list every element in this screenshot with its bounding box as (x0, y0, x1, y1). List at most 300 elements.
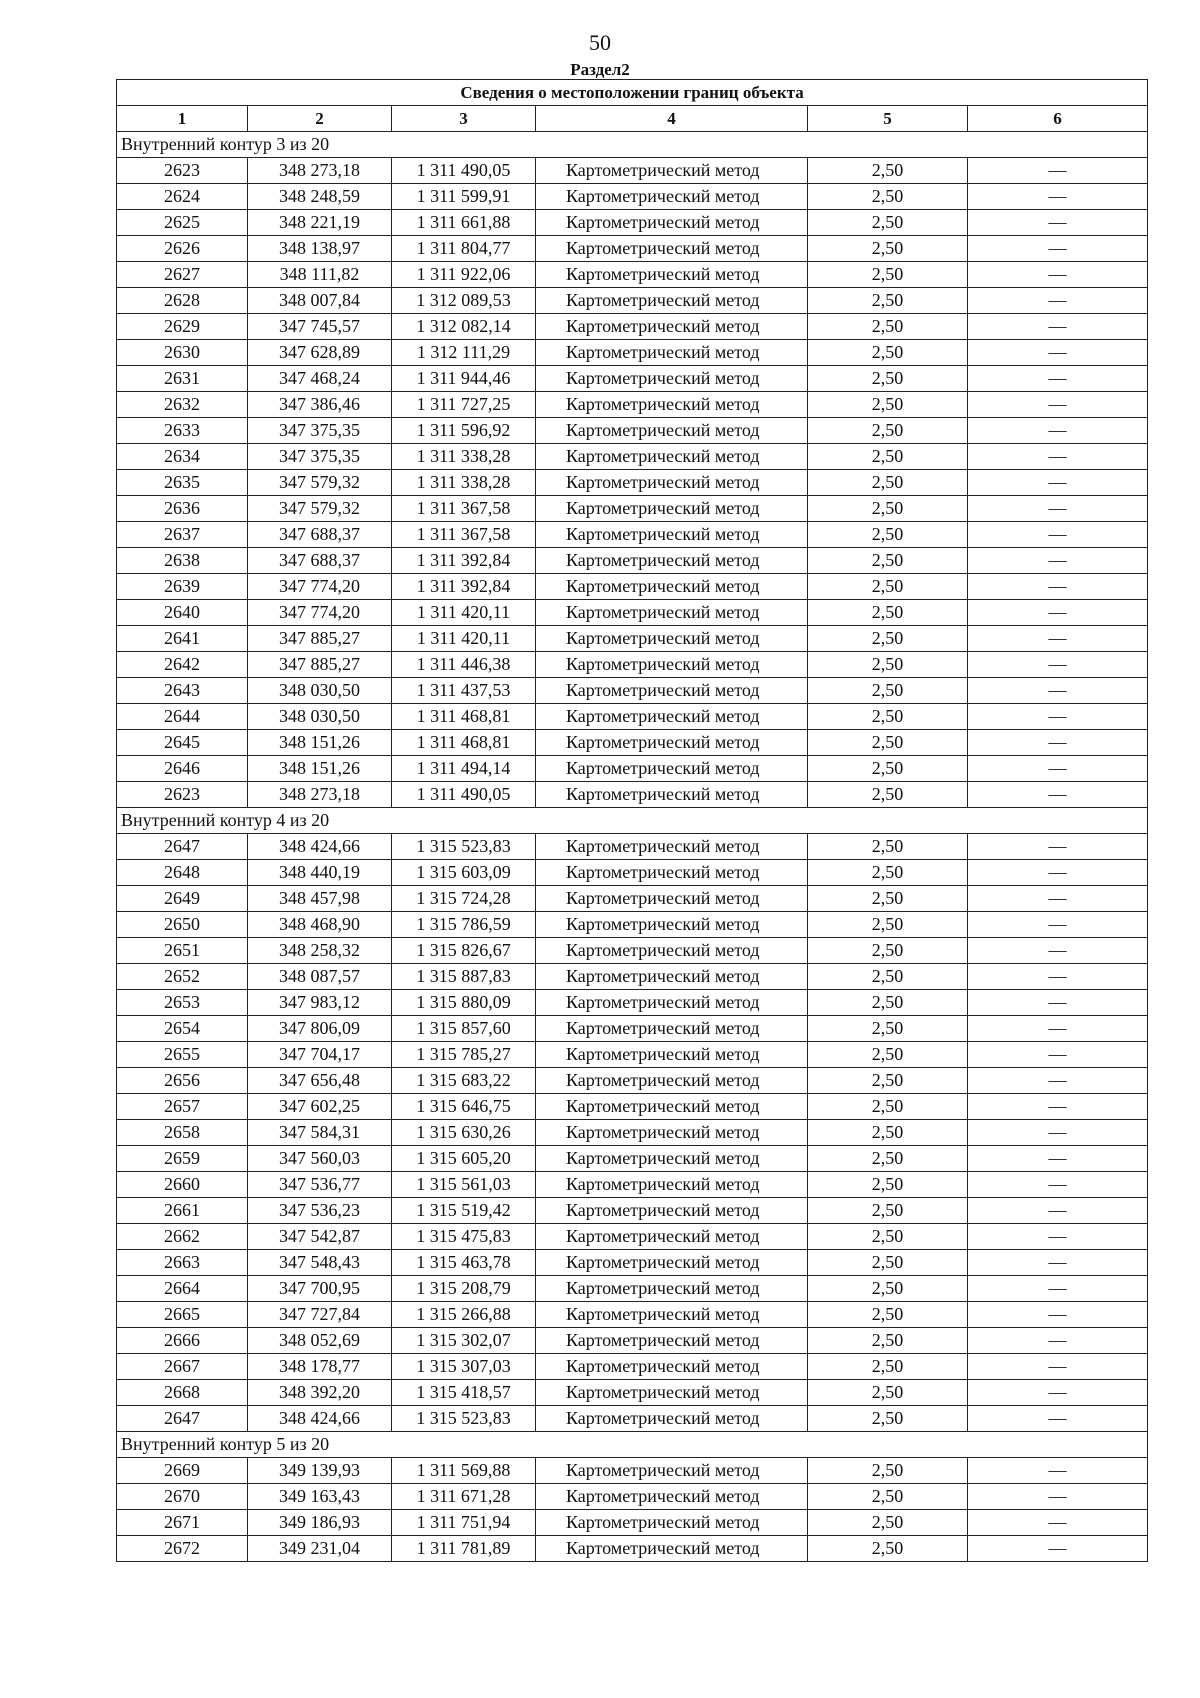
table-cell: 1 311 446,38 (392, 652, 536, 678)
table-row (117, 1328, 1148, 1354)
table-cell: 2,50 (808, 574, 968, 600)
table-cell: 2639 (117, 574, 248, 600)
table-row (117, 626, 1148, 652)
table-row (117, 1172, 1148, 1198)
table-cell: 2,50 (808, 626, 968, 652)
table-cell: Картометрический метод (536, 1536, 808, 1562)
table-cell: 347 375,35 (248, 444, 392, 470)
table-cell: 2668 (117, 1380, 248, 1406)
table-cell: Картометрический метод (536, 1094, 808, 1120)
table-row (117, 678, 1148, 704)
table-cell: — (968, 1120, 1148, 1146)
table-cell: 348 007,84 (248, 288, 392, 314)
table-cell: Картометрический метод (536, 1406, 808, 1432)
table-cell: 347 656,48 (248, 1068, 392, 1094)
table-cell: 2,50 (808, 1146, 968, 1172)
table-cell: 2672 (117, 1536, 248, 1562)
table-row (117, 1016, 1148, 1042)
table-cell: 2646 (117, 756, 248, 782)
table-cell: 2,50 (808, 236, 968, 262)
table-cell: 347 774,20 (248, 600, 392, 626)
table-row (117, 184, 1148, 210)
table-row (117, 730, 1148, 756)
table-cell: — (968, 340, 1148, 366)
table-cell: 2,50 (808, 288, 968, 314)
table-cell: 2626 (117, 236, 248, 262)
table-cell: 2641 (117, 626, 248, 652)
table-cell: 2,50 (808, 1172, 968, 1198)
table-cell: 349 231,04 (248, 1536, 392, 1562)
table-cell: 2,50 (808, 860, 968, 886)
table-cell: 2,50 (808, 1484, 968, 1510)
table-cell: 1 315 208,79 (392, 1276, 536, 1302)
table-cell: Картометрический метод (536, 210, 808, 236)
table-cell: — (968, 1250, 1148, 1276)
table-cell: Картометрический метод (536, 1458, 808, 1484)
table-row (117, 548, 1148, 574)
table-cell: Картометрический метод (536, 860, 808, 886)
table-cell: 1 311 490,05 (392, 782, 536, 808)
section-title: Раздел2 (570, 60, 630, 79)
table-cell: Картометрический метод (536, 626, 808, 652)
column-number: 2 (248, 106, 392, 132)
table-cell: — (968, 1276, 1148, 1302)
table-cell: 2,50 (808, 314, 968, 340)
table-cell: Картометрический метод (536, 1068, 808, 1094)
table-cell: Картометрический метод (536, 418, 808, 444)
table-cell: 1 311 661,88 (392, 210, 536, 236)
page-number: 50 (589, 30, 611, 55)
table-cell: 348 273,18 (248, 158, 392, 184)
table-cell: Картометрический метод (536, 1172, 808, 1198)
table-row (117, 1536, 1148, 1562)
table-cell: 347 375,35 (248, 418, 392, 444)
table-cell: 2659 (117, 1146, 248, 1172)
table-cell: 2,50 (808, 938, 968, 964)
table-row (117, 860, 1148, 886)
table-cell: 1 311 490,05 (392, 158, 536, 184)
table-cell: 2,50 (808, 470, 968, 496)
table-cell: 2,50 (808, 1354, 968, 1380)
table-cell: 2625 (117, 210, 248, 236)
table-cell: 2,50 (808, 1536, 968, 1562)
table-cell: 2,50 (808, 444, 968, 470)
table-cell: 2629 (117, 314, 248, 340)
table-cell: 1 311 420,11 (392, 600, 536, 626)
column-number-row (117, 106, 1148, 132)
table-cell: 347 885,27 (248, 626, 392, 652)
column-number: 6 (968, 106, 1148, 132)
table-cell: 347 536,77 (248, 1172, 392, 1198)
table-cell: 1 315 475,83 (392, 1224, 536, 1250)
table-row (117, 782, 1148, 808)
table-cell: — (968, 366, 1148, 392)
table-cell: 2665 (117, 1302, 248, 1328)
table-row (117, 236, 1148, 262)
table-row (117, 444, 1148, 470)
table-cell: Картометрический метод (536, 184, 808, 210)
table-cell: 2647 (117, 834, 248, 860)
table-cell: 2,50 (808, 1224, 968, 1250)
table-cell: — (968, 964, 1148, 990)
table-cell: Картометрический метод (536, 288, 808, 314)
table-cell: 2630 (117, 340, 248, 366)
table-cell: 347 560,03 (248, 1146, 392, 1172)
table-cell: — (968, 1328, 1148, 1354)
table-cell: Картометрический метод (536, 574, 808, 600)
table-cell: Картометрический метод (536, 1146, 808, 1172)
contour-header-row (117, 808, 1148, 834)
table-cell: 2,50 (808, 990, 968, 1016)
table-cell: 2,50 (808, 1120, 968, 1146)
table-row (117, 574, 1148, 600)
table-cell: 2658 (117, 1120, 248, 1146)
table-cell: 347 885,27 (248, 652, 392, 678)
table-cell: 2,50 (808, 392, 968, 418)
table-cell: — (968, 470, 1148, 496)
table-cell: — (968, 1094, 1148, 1120)
table-row (117, 1380, 1148, 1406)
table-cell: 1 315 523,83 (392, 834, 536, 860)
table-cell: 2,50 (808, 886, 968, 912)
table-cell: Картометрический метод (536, 444, 808, 470)
table-row (117, 262, 1148, 288)
table-cell: 2,50 (808, 1302, 968, 1328)
table-cell: Картометрический метод (536, 704, 808, 730)
table-cell: — (968, 1510, 1148, 1536)
table-cell: Картометрический метод (536, 1354, 808, 1380)
table-cell: 1 311 468,81 (392, 730, 536, 756)
table-cell: Картометрический метод (536, 366, 808, 392)
contour-title: Внутренний контур 5 из 20 (117, 1432, 1148, 1458)
table-cell: Картометрический метод (536, 1224, 808, 1250)
table-row (117, 392, 1148, 418)
table-cell: 348 424,66 (248, 834, 392, 860)
table-cell: 2637 (117, 522, 248, 548)
table-cell: 2,50 (808, 1016, 968, 1042)
table-cell: Картометрический метод (536, 990, 808, 1016)
table-cell: Картометрический метод (536, 1120, 808, 1146)
table-cell: 1 315 683,22 (392, 1068, 536, 1094)
table-cell: 2,50 (808, 366, 968, 392)
table-cell: — (968, 730, 1148, 756)
table-cell: 1 315 463,78 (392, 1250, 536, 1276)
table-row (117, 912, 1148, 938)
table-cell: 349 139,93 (248, 1458, 392, 1484)
table-cell: 2,50 (808, 340, 968, 366)
table-cell: 347 983,12 (248, 990, 392, 1016)
table-cell: 1 311 468,81 (392, 704, 536, 730)
table-cell: — (968, 314, 1148, 340)
table-cell: — (968, 1536, 1148, 1562)
table-cell: 1 311 338,28 (392, 444, 536, 470)
table-cell: 1 311 922,06 (392, 262, 536, 288)
table-cell: 2649 (117, 886, 248, 912)
table-cell: 2,50 (808, 834, 968, 860)
table-cell: 347 579,32 (248, 470, 392, 496)
table-cell: 347 745,57 (248, 314, 392, 340)
table-cell: 2640 (117, 600, 248, 626)
table-cell: 348 258,32 (248, 938, 392, 964)
table-row (117, 496, 1148, 522)
table-cell: 2,50 (808, 184, 968, 210)
table-cell: 347 602,25 (248, 1094, 392, 1120)
table-row (117, 886, 1148, 912)
table-cell: Картометрический метод (536, 496, 808, 522)
table-cell: 2652 (117, 964, 248, 990)
table-cell: Картометрический метод (536, 652, 808, 678)
table-cell: 2,50 (808, 704, 968, 730)
table-cell: 2,50 (808, 1458, 968, 1484)
table-cell: 2631 (117, 366, 248, 392)
table-cell: 1 315 724,28 (392, 886, 536, 912)
table-cell: 1 311 804,77 (392, 236, 536, 262)
table-cell: 2645 (117, 730, 248, 756)
table-cell: 1 315 786,59 (392, 912, 536, 938)
table-cell: 1 315 857,60 (392, 1016, 536, 1042)
table-cell: 347 579,32 (248, 496, 392, 522)
table-cell: 2,50 (808, 678, 968, 704)
table-row (117, 314, 1148, 340)
table-cell: — (968, 1042, 1148, 1068)
table-cell: Картометрический метод (536, 392, 808, 418)
table-cell: 1 311 420,11 (392, 626, 536, 652)
table-cell: 347 542,87 (248, 1224, 392, 1250)
table-cell: — (968, 1172, 1148, 1198)
table-cell: 348 151,26 (248, 756, 392, 782)
table-cell: 2,50 (808, 262, 968, 288)
table-cell: 2660 (117, 1172, 248, 1198)
table-row (117, 756, 1148, 782)
table-cell: Картометрический метод (536, 782, 808, 808)
table-cell: 2,50 (808, 1250, 968, 1276)
table-cell: — (968, 886, 1148, 912)
table-row (117, 366, 1148, 392)
table-cell: — (968, 1146, 1148, 1172)
table-cell: 2,50 (808, 158, 968, 184)
table-cell: 2644 (117, 704, 248, 730)
table-cell: 349 186,93 (248, 1510, 392, 1536)
table-cell: 2661 (117, 1198, 248, 1224)
table-row (117, 990, 1148, 1016)
table-cell: Картометрический метод (536, 1250, 808, 1276)
table-cell: 347 548,43 (248, 1250, 392, 1276)
table-cell: Картометрический метод (536, 756, 808, 782)
table-row (117, 1406, 1148, 1432)
table-cell: Картометрический метод (536, 1302, 808, 1328)
table-cell: — (968, 756, 1148, 782)
table-cell: 1 311 367,58 (392, 496, 536, 522)
table-row (117, 1042, 1148, 1068)
table-cell: 1 311 944,46 (392, 366, 536, 392)
table-cell: 2,50 (808, 418, 968, 444)
table-cell: 2647 (117, 1406, 248, 1432)
table-cell: Картометрический метод (536, 158, 808, 184)
table-cell: — (968, 418, 1148, 444)
table-cell: 347 774,20 (248, 574, 392, 600)
table-cell: 1 315 307,03 (392, 1354, 536, 1380)
table-cell: Картометрический метод (536, 1510, 808, 1536)
table-cell: — (968, 444, 1148, 470)
table-row (117, 834, 1148, 860)
table-cell: 347 386,46 (248, 392, 392, 418)
table-cell: 2,50 (808, 1380, 968, 1406)
table-cell: 348 030,50 (248, 678, 392, 704)
table-cell: — (968, 1068, 1148, 1094)
table-cell: 1 311 367,58 (392, 522, 536, 548)
table-cell: — (968, 1406, 1148, 1432)
table-row (117, 1224, 1148, 1250)
table-cell: 2643 (117, 678, 248, 704)
table-row (117, 1458, 1148, 1484)
table-cell: 2632 (117, 392, 248, 418)
table-cell: Картометрический метод (536, 262, 808, 288)
table-row (117, 600, 1148, 626)
table-cell: 2655 (117, 1042, 248, 1068)
table-cell: — (968, 184, 1148, 210)
table-cell: 2638 (117, 548, 248, 574)
table-cell: — (968, 392, 1148, 418)
table-cell: — (968, 1224, 1148, 1250)
table-cell: 347 628,89 (248, 340, 392, 366)
table-cell: 1 311 437,53 (392, 678, 536, 704)
table-cell: 348 221,19 (248, 210, 392, 236)
table-cell: 347 688,37 (248, 522, 392, 548)
table-cell: 1 312 082,14 (392, 314, 536, 340)
table-cell: 347 806,09 (248, 1016, 392, 1042)
table-cell: 1 315 880,09 (392, 990, 536, 1016)
table-cell: 2,50 (808, 1510, 968, 1536)
table-cell: 1 315 523,83 (392, 1406, 536, 1432)
table-cell: 2,50 (808, 210, 968, 236)
table-cell: 2634 (117, 444, 248, 470)
table-cell: 1 311 338,28 (392, 470, 536, 496)
table-cell: 2636 (117, 496, 248, 522)
table-cell: Картометрический метод (536, 886, 808, 912)
table-cell: 2,50 (808, 756, 968, 782)
contour-title: Внутренний контур 4 из 20 (117, 808, 1148, 834)
table-cell: Картометрический метод (536, 548, 808, 574)
table-row (117, 418, 1148, 444)
table-cell: 1 315 826,67 (392, 938, 536, 964)
table-cell: 1 311 569,88 (392, 1458, 536, 1484)
table-cell: 1 315 519,42 (392, 1198, 536, 1224)
table-cell: 348 178,77 (248, 1354, 392, 1380)
table-cell: 348 111,82 (248, 262, 392, 288)
table-row (117, 1250, 1148, 1276)
table-cell: — (968, 210, 1148, 236)
table-cell: 1 315 630,26 (392, 1120, 536, 1146)
table-row (117, 1302, 1148, 1328)
table-cell: 1 311 494,14 (392, 756, 536, 782)
table-cell: 2669 (117, 1458, 248, 1484)
table-row (117, 1276, 1148, 1302)
table-cell: 347 688,37 (248, 548, 392, 574)
table-cell: Картометрический метод (536, 340, 808, 366)
table-cell: Картометрический метод (536, 1380, 808, 1406)
table-cell: — (968, 1302, 1148, 1328)
table-body (117, 132, 1148, 1562)
table-cell: 348 424,66 (248, 1406, 392, 1432)
table-cell: — (968, 860, 1148, 886)
table-row (117, 1094, 1148, 1120)
table-cell: 2650 (117, 912, 248, 938)
table-cell: — (968, 938, 1148, 964)
table-cell: Картометрический метод (536, 522, 808, 548)
table-row (117, 938, 1148, 964)
table-cell: — (968, 990, 1148, 1016)
table-cell: 1 312 111,29 (392, 340, 536, 366)
table-cell: 348 138,97 (248, 236, 392, 262)
table-cell: — (968, 600, 1148, 626)
table-cell: 2,50 (808, 522, 968, 548)
table-row (117, 704, 1148, 730)
table-cell: 2651 (117, 938, 248, 964)
table-cell: 1 315 302,07 (392, 1328, 536, 1354)
table-cell: — (968, 834, 1148, 860)
table-cell: 2,50 (808, 1042, 968, 1068)
table-cell: 1 315 605,20 (392, 1146, 536, 1172)
table-cell: — (968, 574, 1148, 600)
table-cell: 2663 (117, 1250, 248, 1276)
table-cell: — (968, 1380, 1148, 1406)
table-cell: Картометрический метод (536, 236, 808, 262)
table-cell: — (968, 652, 1148, 678)
table-cell: 2648 (117, 860, 248, 886)
table-cell: Картометрический метод (536, 600, 808, 626)
table-cell: 2657 (117, 1094, 248, 1120)
table-cell: 1 311 671,28 (392, 1484, 536, 1510)
table-cell: 2635 (117, 470, 248, 496)
table-cell: 2,50 (808, 1406, 968, 1432)
table-cell: Картометрический метод (536, 678, 808, 704)
table-cell: 2,50 (808, 964, 968, 990)
table-caption: Сведения о местоположении границ объекта (117, 80, 1148, 106)
table-cell: 348 392,20 (248, 1380, 392, 1406)
table-row (117, 1198, 1148, 1224)
table-cell: — (968, 158, 1148, 184)
table-cell: 2656 (117, 1068, 248, 1094)
table-cell: — (968, 1458, 1148, 1484)
table-cell: — (968, 912, 1148, 938)
table-cell: Картометрический метод (536, 1016, 808, 1042)
table-cell: 1 311 727,25 (392, 392, 536, 418)
table-cell: 2633 (117, 418, 248, 444)
table-cell: — (968, 288, 1148, 314)
table-cell: 2,50 (808, 548, 968, 574)
table-cell: 2662 (117, 1224, 248, 1250)
table-cell: — (968, 496, 1148, 522)
table-cell: 2667 (117, 1354, 248, 1380)
table-row (117, 470, 1148, 496)
contour-title: Внутренний контур 3 из 20 (117, 132, 1148, 158)
table-cell: 348 151,26 (248, 730, 392, 756)
table-cell: 1 311 392,84 (392, 548, 536, 574)
table-cell: 2,50 (808, 730, 968, 756)
table-cell: 348 030,50 (248, 704, 392, 730)
table-cell: 2,50 (808, 496, 968, 522)
table-cell: 349 163,43 (248, 1484, 392, 1510)
table-cell: — (968, 678, 1148, 704)
table-cell: 347 704,17 (248, 1042, 392, 1068)
table-row (117, 652, 1148, 678)
table-cell: Картометрический метод (536, 314, 808, 340)
table-row (117, 340, 1148, 366)
table-cell: Картометрический метод (536, 1276, 808, 1302)
table-cell: 347 468,24 (248, 366, 392, 392)
table-cell: Картометрический метод (536, 912, 808, 938)
table-row (117, 158, 1148, 184)
